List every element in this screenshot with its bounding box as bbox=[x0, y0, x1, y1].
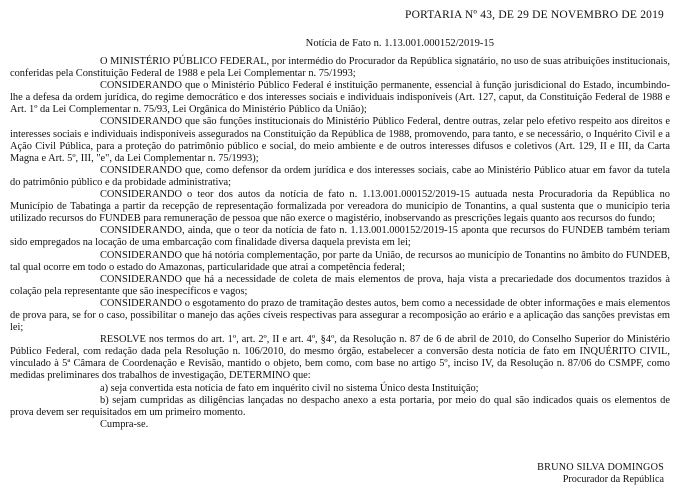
notice-number: Notícia de Fato n. 1.13.001.000152/2019-15 bbox=[305, 38, 494, 49]
signature-block bbox=[537, 462, 664, 486]
paragraph-considerando: CONSIDERANDO que são funções institucionais do Ministério Público Federal, dentre outras, zelar pelo efetivo respeito aos direitos e interesses sociais e individuais indisponíveis assegurados na Constituição da República de 1988, promovendo, para tanto, e se necessário, o Inquérito Civil e a Ação Civil Pública, para a proteção do patrimônio público e social, do meio ambiente e de outros interesses difusos e coletivos (Art. 129, II e III, da Carta Magna e Art. 5º, III, "e", da Lei Complementar n. 75/1993); bbox=[10, 116, 670, 164]
paragraph-item-a: a) seja convertida esta notícia de fato em inquérito civil no sistema Único desta Instituição; bbox=[100, 382, 479, 394]
paragraph-intro: O MINISTÉRIO PÚBLICO FEDERAL, por intermédio do Procurador da República signatário, no uso de suas atribuições institucionais, conferidas pela Constituição Federal de 1988 e pela Lei Complementar n. 75/1993; bbox=[10, 56, 670, 80]
paragraph-resolve: RESOLVE nos termos do art. 1º, art. 2º, II e art. 4º, §4º, da Resolução n. 87 de 6 de abril de 2010, do Conselho Superior do Ministério Público Federal, com redação dada pela Resolução n. 106/2010, do mesmo órgão, estabelecer a conversão desta notícia de fato em INQUÉRITO CIVIL, vinculado à 5ª Câmara de Coordenação e Revisão, mantido o objeto, bem como, com base no artigo 5º, inciso IV, da Resolução n. 87/06 do CSMPF, como medidas preliminares dos trabalhos de investigação, DETERMINO que: bbox=[10, 334, 670, 382]
portaria-title: PORTARIA Nº 43, DE 29 DE NOVEMBRO DE 2019 bbox=[404, 9, 664, 21]
signatory-name: BRUNO SILVA DOMINGOS bbox=[537, 462, 664, 473]
paragraph-considerando: CONSIDERANDO o teor dos autos da notícia de fato n. 1.13.001.000152/2019-15 autuada nesta Procuradoria da República no Município de Tabatinga a partir da recepção de representação formalizada por vereadora do município de Tonantins, a qual sustenta que o município teria utilizado recursos do FUNDEB para remuneração de pessoa que não exerce o magistério, inobservando as prescrições legais quanto aos recursos do fundo; bbox=[10, 189, 670, 225]
paragraph-considerando: CONSIDERANDO o esgotamento do prazo de tramitação destes autos, bem como a necessidade de obter informações e mais elementos de prova para, se for o caso, possibilitar o manejo das ações cíveis respectivas para assegurar a recomposição ao erário e a aplicação das sanções previstas em lei; bbox=[10, 297, 670, 334]
document-body bbox=[10, 56, 670, 431]
paragraph-considerando: CONSIDERANDO, ainda, que o teor da notícia de fato n. 1.13.001.000152/2019-15 aponta que recursos do FUNDEB também teriam sido empregados na locação de uma embarcação com finalidade diversa daquela prevista em lei; bbox=[10, 225, 670, 249]
paragraph-considerando: CONSIDERANDO que, como defensor da ordem jurídica e dos interesses sociais, cabe ao Ministério Público atuar em favor da tutela do patrimônio público e da probidade administrativa; bbox=[10, 164, 670, 188]
paragraph-item-b: b) sejam cumpridas as diligências lançadas no despacho anexo a esta portaria, por meio do qual são indicados quais os elementos de prova devem ser requisitados em um primeiro momento. bbox=[10, 394, 670, 418]
paragraph-considerando: CONSIDERANDO que o Ministério Público Federal é instituição permanente, essencial à função jurisdicional do Estado, incumbindo-lhe a defesa da ordem jurídica, do regime democrático e dos interesses sociais e individuais indisponíveis (Art. 127, caput, da Constituição Federal de 1988 e Art. 1º da Lei Complementar n. 75/93, Lei Orgânica do Ministério Público da União); bbox=[10, 80, 670, 116]
paragraph-considerando: CONSIDERANDO que há a necessidade de coleta de mais elementos de prova, haja vista a precariedade dos documentos trazidos à colação pela representante que são inespecíficos e vagos; bbox=[10, 273, 670, 297]
signatory-role: Procurador da República bbox=[562, 474, 664, 485]
paragraph-closing: Cumpra-se. bbox=[100, 418, 149, 430]
paragraph-considerando: CONSIDERANDO que há notória complementação, por parte da União, de recursos ao município de Tonantins no âmbito do FUNDEB, tal qual ocorre em todo o estado do Amazonas, particularidade que atrai a competência federal; bbox=[10, 249, 670, 273]
